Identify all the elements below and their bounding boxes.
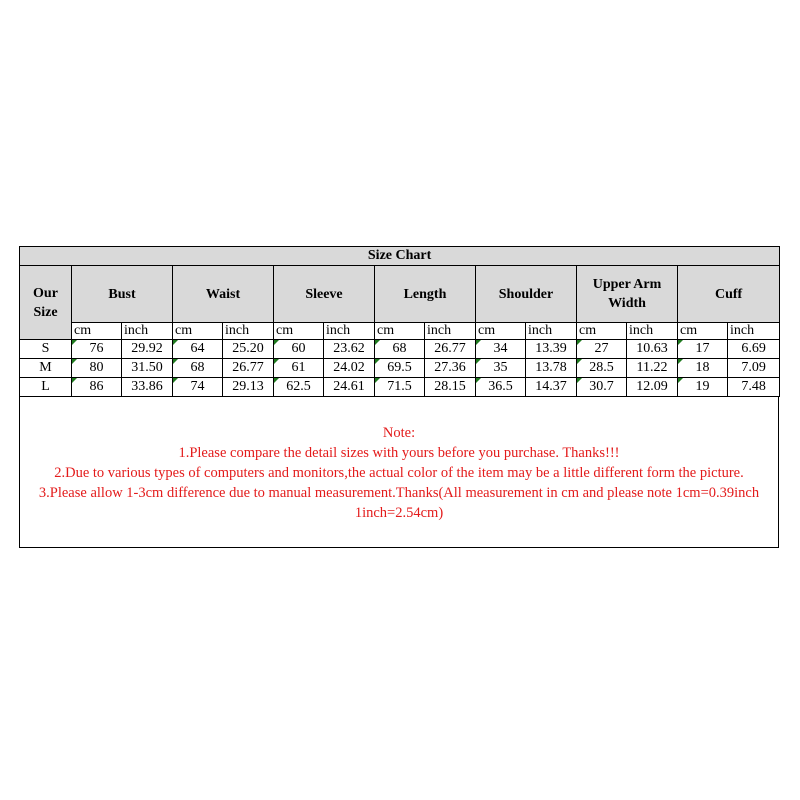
unit-inch: inch [627,323,678,340]
table-cell: 13.78 [526,359,577,378]
note-heading: Note: [382,425,416,441]
table-cell: 35 [476,359,526,378]
table-cell: 13.39 [526,340,577,359]
column-header: Sleeve [274,266,375,323]
column-header: Cuff [678,266,780,323]
note-line: 3.Please allow 1-3cm difference due to manual measurement.Thanks(All measurement in cm and please note 1cm=0.39inch [38,485,760,501]
table-cell: 74 [173,378,223,397]
table-cell: 14.37 [526,378,577,397]
unit-inch: inch [122,323,173,340]
table-cell: 23.62 [324,340,375,359]
notes-box [19,397,779,548]
column-header: Waist [173,266,274,323]
column-header: Length [375,266,476,323]
table-cell: 11.22 [627,359,678,378]
unit-cm: cm [375,323,425,340]
size-table [19,246,780,397]
table-cell: 12.09 [627,378,678,397]
table-cell: 27.36 [425,359,476,378]
unit-cm: cm [577,323,627,340]
table-cell: 76 [72,340,122,359]
unit-cm: cm [678,323,728,340]
size-label: M [20,359,72,378]
table-cell: 61 [274,359,324,378]
table-cell: 80 [72,359,122,378]
unit-cm: cm [476,323,526,340]
table-cell: 24.61 [324,378,375,397]
column-header: Bust [72,266,173,323]
table-row [20,359,780,378]
column-header: Upper Arm Width [577,266,678,323]
chart-title: Size Chart [20,247,780,266]
unit-inch: inch [728,323,780,340]
table-cell: 86 [72,378,122,397]
unit-inch: inch [425,323,476,340]
table-cell: 28.15 [425,378,476,397]
table-cell: 25.20 [223,340,274,359]
table-cell: 69.5 [375,359,425,378]
note-line: 1.Please compare the detail sizes with yours before you purchase. Thanks!!! [178,445,620,461]
unit-inch: inch [526,323,577,340]
table-cell: 26.77 [425,340,476,359]
unit-cm: cm [274,323,324,340]
unit-cm: cm [173,323,223,340]
table-cell: 31.50 [122,359,173,378]
size-label: L [20,378,72,397]
table-cell: 19 [678,378,728,397]
note-line: 2.Due to various types of computers and monitors,the actual color of the item may be a little different form the picture. [54,465,744,481]
table-cell: 7.48 [728,378,780,397]
table-cell: 29.92 [122,340,173,359]
table-row [20,378,780,397]
table-cell: 64 [173,340,223,359]
table-cell: 29.13 [223,378,274,397]
table-cell: 6.69 [728,340,780,359]
size-header: Our Size [20,266,72,340]
table-cell: 71.5 [375,378,425,397]
table-cell: 34 [476,340,526,359]
table-cell: 60 [274,340,324,359]
size-label: S [20,340,72,359]
note-line: 1inch=2.54cm) [354,505,444,521]
column-header: Shoulder [476,266,577,323]
table-cell: 7.09 [728,359,780,378]
table-cell: 24.02 [324,359,375,378]
table-row [20,340,780,359]
unit-inch: inch [324,323,375,340]
table-cell: 18 [678,359,728,378]
table-cell: 10.63 [627,340,678,359]
unit-inch: inch [223,323,274,340]
unit-cm: cm [72,323,122,340]
table-cell: 33.86 [122,378,173,397]
table-cell: 68 [375,340,425,359]
table-cell: 68 [173,359,223,378]
size-chart [19,246,779,548]
table-cell: 30.7 [577,378,627,397]
table-cell: 17 [678,340,728,359]
table-cell: 27 [577,340,627,359]
table-cell: 62.5 [274,378,324,397]
table-cell: 26.77 [223,359,274,378]
table-cell: 28.5 [577,359,627,378]
table-cell: 36.5 [476,378,526,397]
